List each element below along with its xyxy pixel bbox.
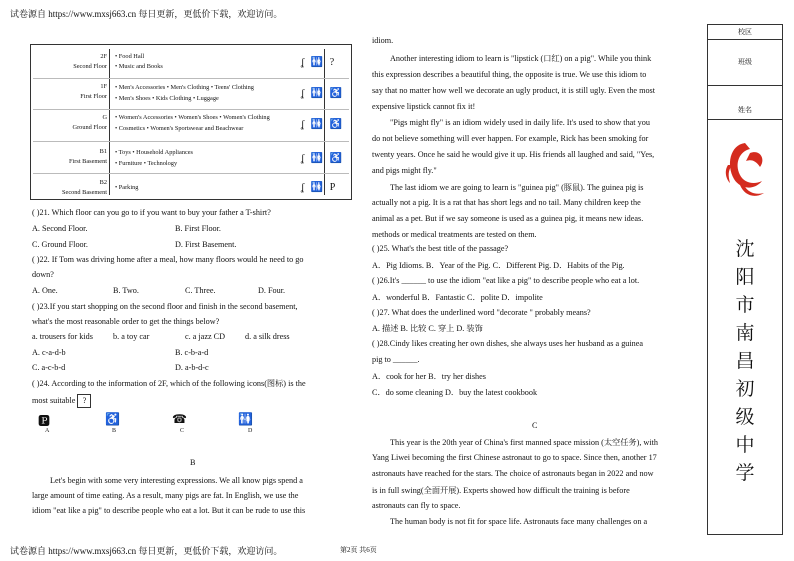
floor-item: • Toys • Household Appliances — [115, 149, 194, 156]
section-b-title: B — [190, 458, 196, 467]
right-text-line: expensive lipstick cannot fix it! — [372, 102, 476, 111]
page-header: 试卷源自 https://www.mxsj663.cn 每日更新，更低价下载，欢迎访问。 — [10, 9, 283, 19]
passage-b-line: Let's begin with some very interesting expressions. We all know pigs spend a — [50, 476, 303, 485]
right-text-line: say that no matter how well we decorate an ugly product, it is still ugly. Even the most — [372, 86, 656, 95]
right-text-line: methods or medical treatments are tested on them. — [372, 230, 537, 239]
facility-icons: ʆ 🚻 ♿ — [301, 119, 345, 130]
class-field[interactable]: 班级 — [708, 39, 782, 86]
floor-item: • Furniture • Technology — [115, 160, 178, 167]
phone-icon: ☎ — [172, 412, 187, 426]
option: A. One. — [32, 286, 58, 295]
floor-name: Second Floor — [73, 63, 107, 70]
page-footer: 试卷源自 https://www.mxsj663.cn 每日更新，更低价下载，欢迎访问。 — [10, 546, 283, 556]
right-text-line: Another interesting idiom to learn is "lipstick (口红) on a pig". While you think — [390, 54, 652, 63]
floor-name: First Floor — [80, 93, 107, 100]
facility-icons: ʆ 🚻 ♿ — [301, 88, 345, 99]
right-text-line: A．wonderful B．Fantastic C．polite D．impolite — [372, 293, 543, 302]
right-text-line: do not believe something will ever happen. For example, Rick has been smoking for — [372, 134, 649, 143]
label-d: D — [248, 428, 253, 434]
floor-item: • Parking — [115, 184, 139, 191]
right-text-line: animal as a pet. But if we say someone is used as a guinea pig, it means new ideas. — [372, 214, 644, 223]
question-21: ( )21. Which floor can you go to if you want to buy your father a T-shirt? — [32, 208, 271, 217]
question-24: ( )24. According to the information of 2F, which of the following icons(图标) is the — [32, 379, 306, 388]
question-24-cont — [32, 394, 91, 408]
question-23-cont: what's the most reasonable order to get the things below? — [32, 317, 220, 326]
parking-icon: 🅿 — [38, 414, 51, 428]
item: d. a silk dress — [245, 332, 290, 341]
school-name: 沈 阳 市 南 昌 初 级 中 学 — [735, 238, 755, 484]
floor-item: • Music and Books — [115, 63, 163, 70]
right-text-line: A．cook for her B．try her dishes — [372, 372, 486, 381]
right-text-line: The last idiom we are going to learn is "guinea pig" (豚鼠). The guinea pig is — [390, 183, 644, 192]
divider — [33, 141, 349, 142]
right-text-line: actually not a pig. It is a rat that has short legs and no tail. Many children keep the — [372, 198, 641, 207]
label-b: B — [112, 428, 117, 434]
right-text-line: idiom. — [372, 36, 394, 45]
option: A. Second Floor. — [32, 224, 88, 233]
right-text-line: astronauts have reached for the stars. The choice of astronauts began in 2022 and now — [372, 469, 654, 478]
floor-item: • Men's Accessories • Men's Clothing • Teens' Clothing — [115, 84, 254, 91]
floor-name: First Basement — [69, 158, 107, 165]
item: a. trousers for kids — [32, 332, 93, 341]
facility-icons: ʆ 🚻 ♿ — [301, 153, 345, 164]
right-text-line: ( )28.Cindy likes creating her own dishes, she always uses her husband as a guinea — [372, 339, 644, 348]
floor-name: Ground Floor — [72, 124, 107, 131]
right-text-line: is in full swing(全面开展). Experts showed how difficult the training is before — [372, 486, 630, 495]
campus-field[interactable]: 校区 — [708, 25, 782, 40]
floor-code: 2F — [100, 53, 107, 60]
right-text-line: The human body is not fit for space life. Astronauts face many challenges on a — [390, 517, 648, 526]
right-text-line: and pigs might fly." — [372, 166, 437, 175]
passage-b-line: large amount of time eating. As a result, many pigs are fat. In English, we use the — [32, 491, 299, 500]
option: C. Three. — [185, 286, 216, 295]
right-text-line: pig to ______. — [372, 355, 420, 364]
right-text-line: A．Pig Idioms. B．Year of the Pig. C．Different Pig. D．Habits of the Pig. — [372, 261, 625, 270]
right-text-line: A. 描述 B. 比较 C. 穿上 D. 装饰 — [372, 324, 483, 333]
floor-item: • Cosmetics • Women's Sportswear and Beachwear — [115, 125, 244, 132]
option: B. First Floor. — [175, 224, 221, 233]
floor-item: • Men's Shoes • Kids Clothing • Luggage — [115, 95, 219, 102]
right-text-line: "Pigs might fly" is an idiom widely used in daily life. It's used to show that you — [390, 118, 650, 127]
option: C. Ground Floor. — [32, 240, 88, 249]
right-text-line: C — [532, 421, 538, 430]
floor-item: • Women's Accessories • Women's Shoes • Women's Clothing — [115, 114, 270, 121]
label-a: A — [45, 428, 50, 434]
student-info-sidebar — [707, 24, 783, 535]
divider — [33, 173, 349, 174]
question-22-cont: down? — [32, 270, 54, 279]
name-field[interactable]: 姓名 — [708, 85, 782, 120]
floor-code: B2 — [99, 179, 107, 186]
option: B. Two. — [113, 286, 139, 295]
floor-code: 1F — [100, 83, 107, 90]
question-icon: ? — [77, 394, 91, 408]
wheelchair-icon: ♿ — [105, 412, 120, 426]
option: B. c-b-a-d — [175, 348, 209, 357]
right-text-line: Yang Liwei becoming the first Chinese astronaut to go to space. Since then, another 17 — [372, 453, 657, 462]
right-text-line: C．do some cleaning D．buy the latest cookbook — [372, 388, 538, 397]
option: A. c-a-d-b — [32, 348, 66, 357]
facility-icons: ʆ 🚻 ? — [301, 57, 337, 68]
right-text-line: ( )25. What's the best title of the passage? — [372, 244, 509, 253]
facility-icons: ʆ 🚻 P — [301, 182, 338, 193]
mall-directory — [30, 44, 352, 200]
option: D. First Basement. — [175, 240, 237, 249]
restroom-icon: 🚻 — [238, 412, 253, 426]
item: c. a jazz CD — [185, 332, 226, 341]
right-text-line: twenty years. Once he said he would give it up. His friends all laughed and said, "Yes, — [372, 150, 655, 159]
divider — [33, 109, 349, 110]
right-text-line: this expression describes a beautiful thing, the opposite is true. We use this idiom to — [372, 70, 647, 79]
right-text-line: astronauts can fly to space. — [372, 501, 461, 510]
option: D. a-b-d-c — [175, 363, 209, 372]
right-text-line: ( )27. What does the underlined word "decorate " probably means? — [372, 308, 591, 317]
floor-item: • Food Hall — [115, 53, 145, 60]
school-logo-icon — [720, 135, 770, 205]
question-23: ( )23.If you start shopping on the second floor and finish in the second basement, — [32, 302, 298, 311]
q24-text: most suitable — [32, 395, 76, 405]
divider — [33, 78, 349, 79]
floor-code: B1 — [99, 148, 107, 155]
passage-b-line: idiom "eat like a pig" to describe people who eat a lot. But it can be rude to use this — [32, 506, 306, 515]
item: b. a toy car — [113, 332, 150, 341]
page-number: 第2页 共6页 — [340, 546, 377, 554]
label-c: C — [180, 428, 185, 434]
right-text-line: This year is the 20th year of China's first manned space mission (太空任务), with — [390, 438, 658, 447]
question-22: ( )22. If Tom was driving home after a meal, how many floors would he need to go — [32, 255, 304, 264]
floor-code: G — [102, 114, 107, 121]
option: C. a-c-b-d — [32, 363, 66, 372]
floor-name: Second Basement — [62, 189, 107, 196]
right-text-line: ( )26.It's ______ to use the idiom "eat like a pig" to describe people who eat a lot. — [372, 276, 640, 285]
option: D. Four. — [258, 286, 286, 295]
